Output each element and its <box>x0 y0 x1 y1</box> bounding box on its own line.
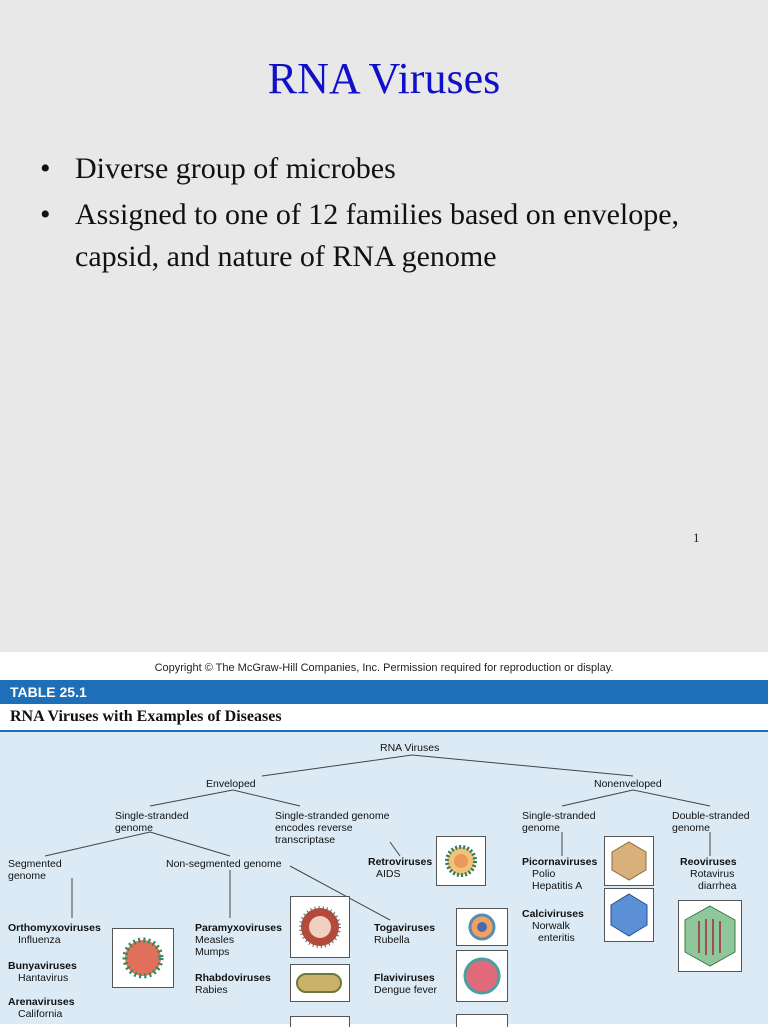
node-ss-genome: Single-stranded genome <box>115 810 189 834</box>
node-ne-single: Single-stranded genome <box>522 810 596 834</box>
picornavirus-image <box>604 836 654 886</box>
orthomyxovirus-image <box>112 928 174 988</box>
calcivirus-image <box>604 888 654 942</box>
table-label: TABLE 25.1 <box>10 684 87 700</box>
paramyxovirus-image <box>290 896 350 958</box>
family-paramyxoviruses: Paramyxoviruses Measles Mumps <box>195 922 282 958</box>
slide-title: RNA Viruses <box>267 54 501 103</box>
table-title: RNA Viruses with Examples of Diseases <box>10 708 282 725</box>
family-calciviruses: Calciviruses Norwalk enteritis <box>522 908 584 944</box>
family-togaviruses: Togaviruses Rubella <box>374 922 436 946</box>
node-non-segmented: Non-segmented genome <box>166 858 282 870</box>
partial-virus-image <box>456 1014 508 1027</box>
node-ss-reverse-transcriptase: Single-stranded genome encodes reverse transcriptase <box>275 810 390 846</box>
family-rhabdoviruses: Rhabdoviruses Rabies <box>195 972 271 996</box>
figure-panel <box>0 652 768 1024</box>
partial-virus-image <box>290 1016 350 1027</box>
family-flaviviruses: Flaviviruses Dengue fever <box>374 972 438 996</box>
node-nonenveloped: Nonenveloped <box>594 778 662 790</box>
family-reoviruses: Reoviruses Rotavirus diarrhea <box>680 856 737 892</box>
bullet-item: • Assigned to one of 12 families based on envelope, capsid, and nature of RNA genome <box>40 194 700 278</box>
node-ne-double: Double-stranded genome <box>672 810 750 834</box>
copyright-notice: Copyright © The McGraw-Hill Companies, Inc. Permission required for reproduction or display. <box>154 662 614 674</box>
reovirus-image <box>678 900 742 972</box>
page-number: 1 <box>693 530 700 545</box>
bullet-list <box>40 148 700 282</box>
table-title-bar <box>0 704 768 732</box>
bullet-item: • Diverse group of microbes <box>40 148 700 190</box>
family-picornaviruses: Picornaviruses Polio Hepatitis A <box>522 856 598 892</box>
node-enveloped: Enveloped <box>206 778 256 790</box>
retrovirus-image <box>436 836 486 886</box>
family-retroviruses: Retroviruses AIDS <box>368 856 433 880</box>
table-header-bar <box>0 680 768 704</box>
node-segmented: Segmented genome <box>8 858 62 882</box>
togavirus-image <box>456 908 508 946</box>
family-arenaviruses: Arenaviruses California <box>8 996 75 1020</box>
virus-classification-diagram <box>0 732 768 1024</box>
family-orthomyxoviruses: Orthomyxoviruses Influenza <box>8 922 101 946</box>
flavivirus-image <box>456 950 508 1002</box>
family-bunyaviruses: Bunyaviruses Hantavirus <box>8 960 77 984</box>
root-node: RNA Viruses <box>380 742 440 754</box>
rhabdovirus-image <box>290 964 350 1002</box>
